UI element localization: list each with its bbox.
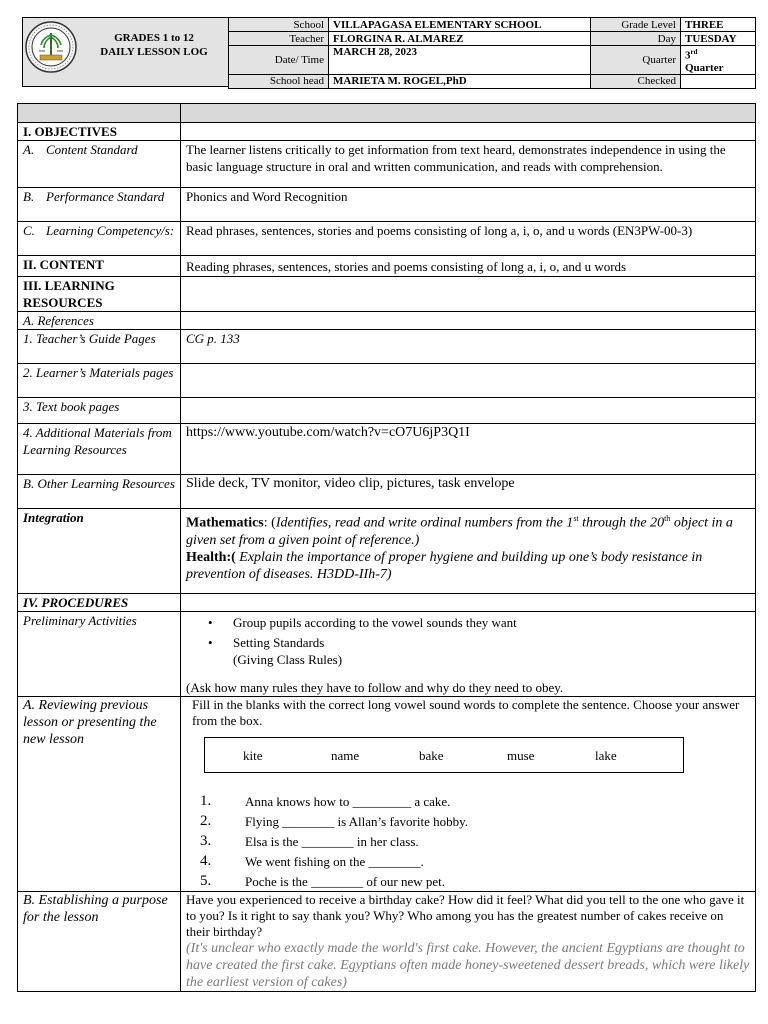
word-box-item: name — [331, 747, 360, 763]
quarter-value — [681, 46, 756, 75]
sentence-number: 3. — [200, 832, 212, 849]
sentence-number: 2. — [200, 812, 212, 829]
list-item — [208, 614, 750, 631]
date-time-value: MARCH 28, 2023 — [329, 46, 591, 75]
sentence-text: Poche is the ________ of our new pet. — [245, 873, 446, 889]
textbook-pages-label: 3. Text book pages — [18, 398, 181, 424]
quarter-suffix: rd — [690, 48, 698, 56]
purpose-text: Have you experienced to receive a birthday cake? How did it feel? What did you tell to the one who gave it to you? Is it right to say thank you? Why? Who among you has the greatest number of cakes receive on their birthday? — [186, 892, 745, 939]
lesson-plan-table — [17, 103, 756, 992]
bullet-1-text: Group pupils according to the vowel sounds they want — [233, 615, 517, 630]
teachers-guide-value: CG p. 133 — [181, 330, 756, 364]
bullet-icon: • — [208, 615, 213, 630]
sentence-text: Elsa is the ________ in her class. — [245, 833, 419, 849]
objectives-heading: I. OBJECTIVES — [18, 123, 181, 141]
list-item — [208, 634, 750, 668]
day-label: Day — [591, 32, 681, 46]
school-value: VILLAPAGASA ELEMENTARY SCHOOL — [329, 18, 591, 32]
integration-health — [186, 549, 750, 583]
content-standard-text: The learner listens critically to get information from text heard, demonstrates independence in using the basic language structure in oral and written communication, and reads with comprehension. — [181, 141, 756, 188]
other-resources-label: B. Other Learning Resources — [18, 475, 181, 509]
procedures-row — [18, 594, 756, 612]
sentence-text: Flying ________ is Allan’s favorite hobby. — [245, 813, 469, 829]
performance-standard-letter: B. — [23, 189, 35, 204]
learners-materials-row — [18, 364, 756, 398]
deped-seal-icon — [25, 21, 77, 73]
references-row — [18, 312, 756, 330]
content-text: Reading phrases, sentences, stories and poems consisting of long a, i, o, and u words — [181, 256, 756, 277]
reviewing-label: A. Reviewing previous lesson or presenting the new lesson — [18, 697, 181, 892]
quarter-label: Quarter — [591, 46, 681, 75]
preliminary-row — [18, 612, 756, 697]
header-title-box — [22, 17, 229, 87]
school-head-label: School head — [229, 74, 329, 88]
math-prefix: : ( — [263, 515, 276, 531]
sentence-number: 5. — [200, 872, 212, 889]
other-resources-row — [18, 475, 756, 509]
additional-materials-link[interactable]: https://www.youtube.com/watch?v=cO7U6jP3Q1I — [181, 424, 756, 475]
math-sup-2: th — [664, 514, 671, 523]
learning-competency-label: Learning Competency/s: — [46, 223, 175, 238]
learners-materials-label: 2. Learner’s Materials pages — [18, 364, 181, 398]
content-row — [18, 256, 756, 277]
teacher-value: FLORGINA R. ALMAREZ — [329, 32, 591, 46]
learners-materials-value — [181, 364, 756, 398]
header-title — [81, 31, 227, 59]
teachers-guide-row — [18, 330, 756, 364]
integration-text — [181, 509, 756, 594]
day-value: TUESDAY — [681, 32, 756, 46]
sentence-number: 4. — [200, 852, 212, 869]
content-heading: II. CONTENT — [18, 256, 181, 277]
additional-materials-label: 4. Additional Materials from Learning Resources — [18, 424, 181, 475]
performance-standard-row — [18, 188, 756, 222]
bullet-2-text: Setting Standards — [233, 635, 325, 650]
table-header-row — [18, 104, 756, 123]
sentence-number: 1. — [200, 792, 212, 809]
learning-competency-row — [18, 222, 756, 256]
word-box — [204, 737, 684, 773]
textbook-pages-row — [18, 398, 756, 424]
quarter-number: 3 — [685, 49, 691, 62]
procedures-heading: IV. PROCEDURES — [18, 594, 181, 612]
checked-label: Checked — [591, 74, 681, 88]
header-title-line1: GRADES 1 to 12 — [114, 32, 194, 44]
math-text-2: through the 20 — [578, 515, 665, 531]
preliminary-list — [208, 614, 750, 668]
school-head-value: MARIETA M. ROGEL,PhD — [329, 74, 591, 88]
additional-materials-row — [18, 424, 756, 475]
learning-competency-letter: C. — [23, 223, 35, 238]
purpose-note: (It's unclear who exactly made the world's first cake. However, the ancient Egyptians are thought to have created the first cake. Egyptians often made honey-sweetened dessert breads, which were likely the earliest version of cakes) — [186, 941, 750, 990]
reviewing-instructions: Fill in the blanks with the correct long vowel sound words to complete the sentence. Choose your answer from the box. — [192, 697, 740, 728]
learning-resources-row — [18, 277, 756, 312]
lesson-info-table — [228, 17, 756, 89]
date-time-label: Date/ Time — [229, 46, 329, 75]
list-item — [200, 811, 750, 831]
integration-math — [186, 510, 750, 549]
quarter-word: Quarter — [685, 61, 724, 74]
sentence-text: We went fishing on the ________. — [245, 853, 424, 869]
math-label: Mathematics — [186, 515, 264, 531]
other-resources-value: Slide deck, TV monitor, video clip, pictures, task envelope — [181, 475, 756, 509]
learning-resources-heading: III. LEARNING RESOURCES — [18, 277, 181, 312]
header-title-line2: DAILY LESSON LOG — [100, 46, 208, 58]
word-box-item: lake — [595, 747, 617, 763]
learning-competency-text: Read phrases, sentences, stories and poems consisting of long a, i, o, and u words (EN3PW-00-3) — [181, 222, 756, 256]
content-standard-letter: A. — [23, 142, 35, 157]
teacher-label: Teacher — [229, 32, 329, 46]
content-standard-row — [18, 141, 756, 188]
grade-level-value: THREE — [681, 18, 756, 32]
word-box-item: kite — [243, 747, 263, 763]
word-box-item: bake — [419, 747, 444, 763]
preliminary-label: Preliminary Activities — [18, 612, 181, 697]
references-label: A. References — [18, 312, 181, 330]
list-item — [200, 851, 750, 871]
school-label: School — [229, 18, 329, 32]
grade-level-label: Grade Level — [591, 18, 681, 32]
preliminary-note: (Ask how many rules they have to follow and why do they need to obey. — [186, 680, 564, 695]
teachers-guide-label: 1. Teacher’s Guide Pages — [18, 330, 181, 364]
math-text-3: object in a given set from a given point of reference.) — [186, 515, 733, 548]
reviewing-row — [18, 697, 756, 892]
objectives-row — [18, 123, 756, 141]
performance-standard-label: Performance Standard — [46, 189, 165, 204]
content-standard-label: Content Standard — [46, 142, 138, 157]
textbook-pages-value — [181, 398, 756, 424]
integration-label: Integration — [18, 509, 181, 594]
list-item — [200, 871, 750, 891]
health-label: Health:( — [186, 549, 236, 565]
purpose-label: B. Establishing a purpose for the lesson — [18, 892, 181, 992]
list-item — [200, 831, 750, 851]
word-box-item: muse — [507, 747, 535, 763]
list-item — [200, 791, 750, 811]
performance-standard-text: Phonics and Word Recognition — [181, 188, 756, 222]
checked-value — [681, 74, 756, 88]
bullet-2-subtext: (Giving Class Rules) — [233, 652, 343, 667]
integration-row — [18, 509, 756, 594]
health-text: Explain the importance of proper hygiene and building up one’s body resistance in prevention of diseases. H3DD-IIh-7) — [186, 549, 703, 582]
math-text-1: Identifies, read and write ordinal numbers from the 1 — [275, 515, 574, 531]
sentence-list — [200, 791, 750, 891]
bullet-icon: • — [208, 635, 213, 650]
purpose-row — [18, 892, 756, 992]
sentence-text: Anna knows how to _________ a cake. — [245, 793, 451, 809]
math-sup-1: st — [573, 514, 579, 523]
